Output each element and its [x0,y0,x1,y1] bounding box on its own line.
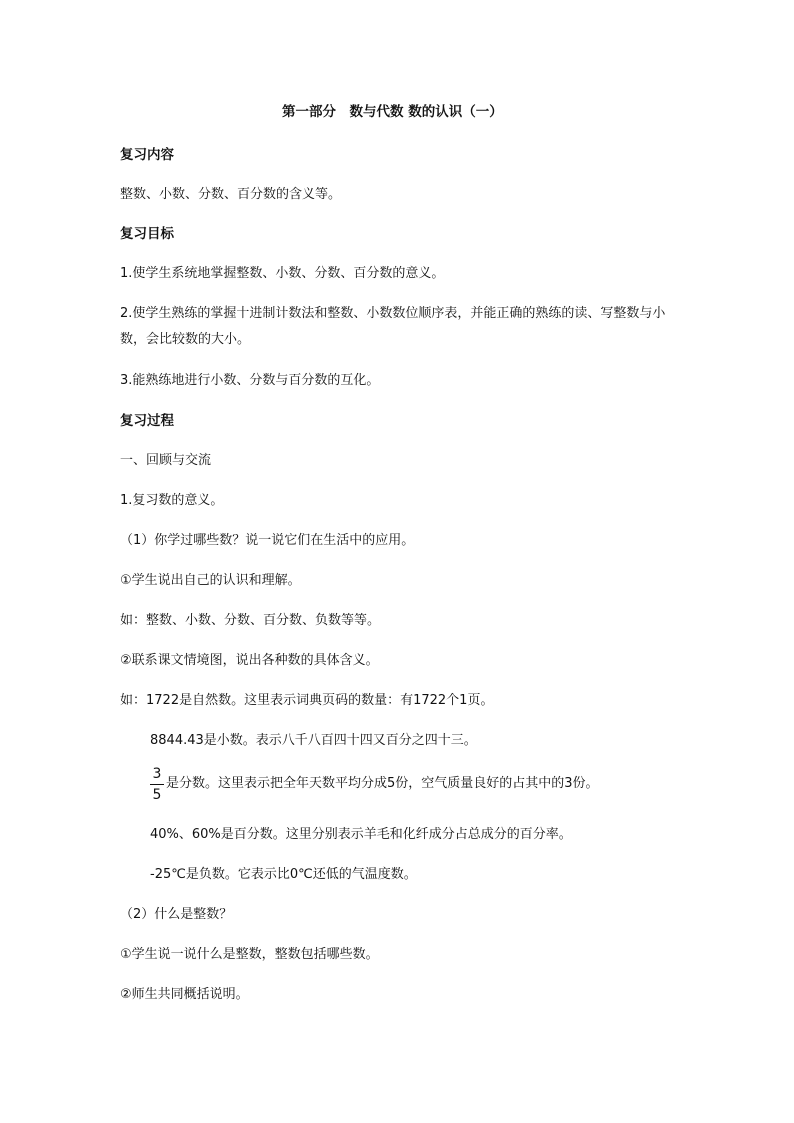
step-3: ①学生说一说什么是整数，整数包括哪些数。 [120,947,379,962]
heading-content: 复习内容 [120,147,174,163]
heading-process: 复习过程 [120,413,174,429]
example-3: 8844.43是小数。表示八千八百四十四又百分之四十三。 [150,733,477,748]
goal-3: 3.能熟练地进行小数、分数与百分数的互化。 [120,373,380,388]
content-text: 整数、小数、分数、百分数的含义等。 [120,187,342,202]
fraction-bar [150,784,164,785]
question-2: （2）什么是整数？ [120,907,233,922]
page-title: 第一部分 数与代数 数的认识（一） [282,104,503,120]
example-6: -25℃是负数。它表示比0℃还低的气温度数。 [150,867,417,882]
fraction-denominator: 5 [152,787,162,803]
heading-goal: 复习目标 [120,226,174,242]
example-1: 如：整数、小数、分数、百分数、负数等等。 [120,613,381,628]
example-2: 如：1722是自然数。这里表示词典页码的数量：有1722个1页。 [120,693,494,708]
question-1: （1）你学过哪些数？说一说它们在生活中的应用。 [120,533,415,548]
item-1: 1.复习数的意义。 [120,493,224,508]
example-5: 40%、60%是百分数。这里分别表示羊毛和化纤成分占总成分的百分率。 [150,827,572,842]
step-2: ②联系课文情境图，说出各种数的具体含义。 [120,653,379,668]
fraction-numerator: 3 [152,766,162,782]
goal-2: 2.使学生熟练的掌握十进制计数法和整数、小数数位顺序表，并能正确的熟练的读、写整数与小数，会比较数的大小。 [120,306,666,347]
example-4: 是分数。这里表示把全年天数平均分成5份，空气质量良好的占其中的3份。 [166,776,599,791]
goal-1: 1.使学生系统地掌握整数、小数、分数、百分数的意义。 [120,266,445,281]
fraction [150,765,164,804]
section-1: 一、回顾与交流 [120,453,212,468]
step-4: ②师生共同概括说明。 [120,987,249,1002]
step-1: ①学生说出自己的认识和理解。 [120,573,301,588]
